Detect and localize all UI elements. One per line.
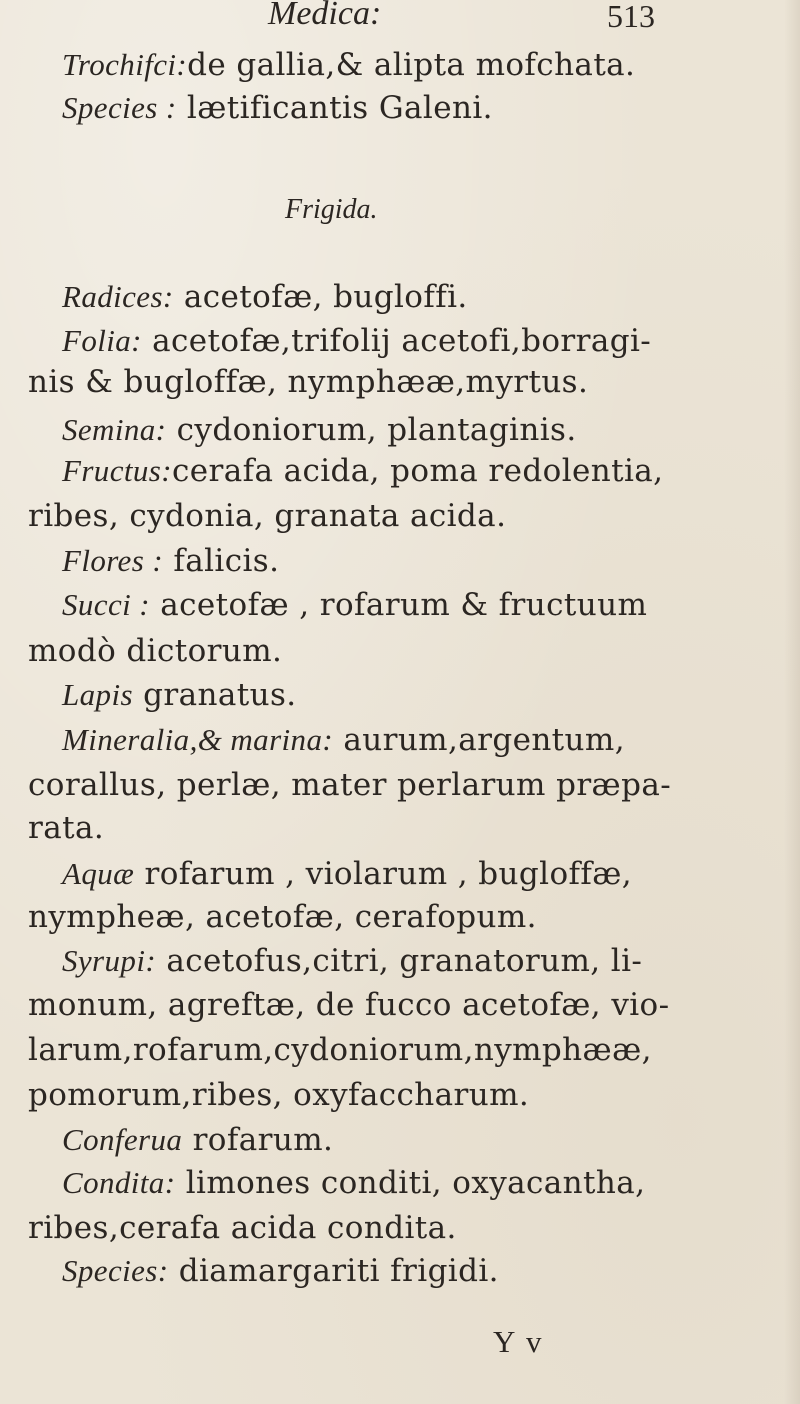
entry-label: Syrupi:: [62, 943, 157, 978]
text-line: [62, 720, 625, 760]
entry-text: aurum,argentum,: [333, 722, 625, 758]
entry-text: ribes,cerafa acida condita.: [28, 1210, 457, 1246]
entry-text: falicis.: [163, 543, 280, 579]
entry-text: cerafa acida, poma redolentia,: [171, 453, 664, 489]
text-line: [28, 765, 671, 805]
entry-text: acetofus,citri, granatorum, li-: [156, 943, 643, 979]
text-line: [28, 985, 669, 1025]
text-line: [28, 1030, 652, 1070]
entry-label: Condita:: [62, 1165, 176, 1200]
text-line: [28, 496, 506, 536]
text-line: [28, 808, 104, 848]
entry-label: Lapis: [62, 677, 133, 712]
page-number: 513: [607, 0, 655, 34]
entry-text: de gallia,& alipta mofchata.: [187, 47, 636, 83]
text-line: [62, 1163, 645, 1203]
entry-text: granatus.: [132, 677, 297, 713]
entry-text: nymphеæ, acetofæ, cerafорum.: [28, 899, 537, 935]
text-line: [62, 88, 493, 128]
entry-text: larum,rofarum,cydoniorum,nymphææ,: [28, 1032, 652, 1068]
entry-text: ribes, cydonia, granata acida.: [28, 498, 507, 534]
text-line: [28, 1075, 529, 1115]
entry-text: nis & bugloffæ, nymphææ,myrtus.: [28, 364, 589, 400]
text-line: [62, 854, 632, 894]
entry-text: rofarum , violarum , bugloffæ,: [134, 856, 633, 892]
running-head: Medica:: [268, 0, 382, 32]
text-line: [28, 631, 282, 671]
entry-label: Conferua: [62, 1122, 183, 1157]
text-line: [62, 451, 663, 491]
text-line: [62, 1251, 499, 1291]
text-line: [28, 1208, 457, 1248]
entry-label: Radices:: [62, 279, 174, 314]
entry-text: rata.: [28, 810, 105, 846]
text-line: [62, 1120, 333, 1160]
entry-label: Folia:: [62, 323, 142, 358]
entry-text: limones conditi, oxyacantha,: [175, 1165, 646, 1201]
text-line: [28, 897, 537, 937]
text-line: [62, 277, 468, 317]
entry-text: lætificantis Galeni.: [176, 90, 493, 126]
entry-label: Species:: [62, 1253, 169, 1288]
printer-signature: Y v: [493, 1324, 544, 1359]
entry-text: cydoniorum, plantaginis.: [166, 412, 577, 448]
entry-text: monum, agreftæ, de fucco acetofæ, vio-: [28, 987, 670, 1023]
entry-text: pomorum,ribes, oxyfaccharum.: [28, 1077, 530, 1113]
entry-label: Succi :: [62, 587, 151, 622]
text-line: [28, 362, 588, 402]
text-line: [62, 941, 642, 981]
entry-text: acetofæ , rofarum & fructuum: [150, 587, 648, 623]
entry-label: Trochifci:: [62, 47, 188, 82]
entry-label: Mineralia,& marina:: [62, 722, 334, 757]
text-line: [62, 541, 279, 581]
entry-text: acetofæ, bugloffi.: [173, 279, 468, 315]
entry-text: acetofæ,trifolij acetofi,borragi-: [141, 323, 652, 359]
text-line: [62, 410, 577, 450]
entry-label: Fructus:: [62, 453, 172, 488]
page-edge-shadow: [784, 0, 800, 1404]
entry-text: diamargariti frigidi.: [168, 1253, 499, 1289]
text-line: [62, 675, 297, 715]
entry-label: Flores :: [62, 543, 164, 578]
text-line: [62, 321, 651, 361]
text-line: [62, 585, 647, 625]
entry-text: corallus, perlæ, mater perlarum præpa-: [28, 767, 672, 803]
entry-text: modò dictorum.: [28, 633, 283, 669]
section-heading: Frigida.: [285, 194, 378, 225]
entry-label: Aquæ: [62, 856, 135, 891]
entry-label: Species :: [62, 90, 177, 125]
entry-label: Semina:: [62, 412, 167, 447]
entry-text: rofarum.: [182, 1122, 334, 1158]
text-line: [62, 45, 635, 85]
